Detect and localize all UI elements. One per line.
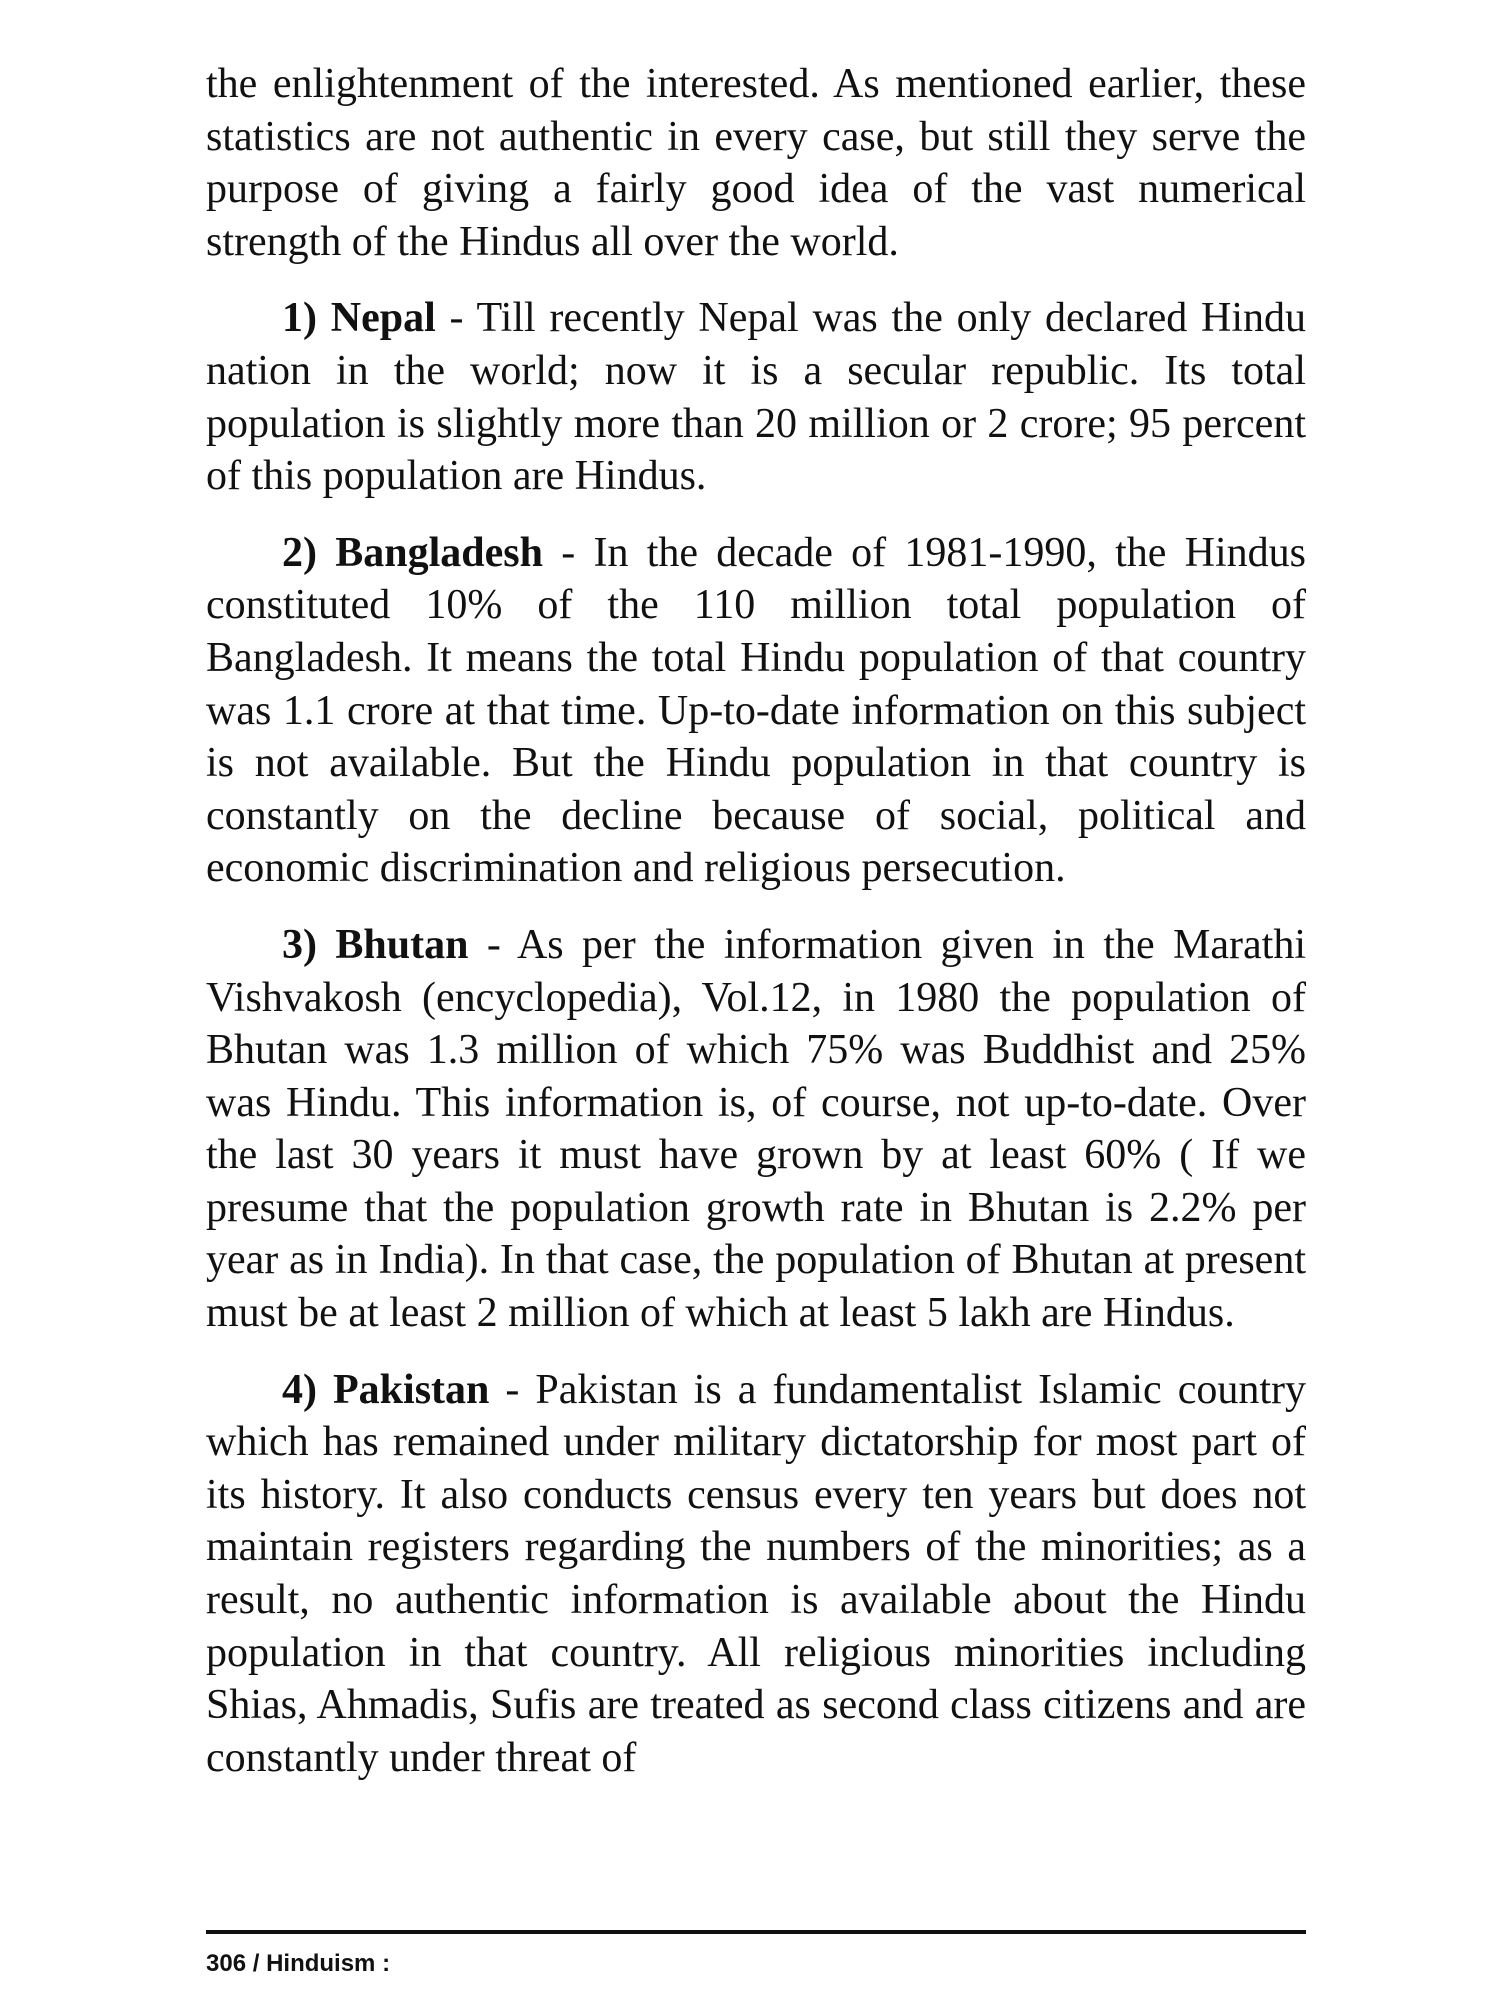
section-text-bangladesh: - In the decade of 1981-1990, the Hindus constituted 10% of the 110 million total population of Bangladesh. It means the total Hindu population of that country was 1.1 crore at that time. Up-to-date information on this subject is not available. But the Hindu population in that country is constantly on the decline because of social, political and economic discrimination and religious persecution. [206,529,1306,892]
section-text-nepal: - Till recently Nepal was the only declared Hindu nation in the world; now it is a secular republic. Its total population is slightly more than 20 million or 2 crore; 95 percent of this population are Hindus. [206,295,1306,500]
page-footer [206,1950,390,1978]
page-number: 306 [206,1950,247,1977]
footer-separator: / [252,1950,260,1977]
page-body [206,58,1306,1784]
section-heading-pakistan: 4) Pakistan [282,1366,490,1413]
section-heading-bangladesh: 2) Bangladesh [282,529,543,576]
section-heading-nepal: 1) Nepal [282,295,436,342]
footer-divider [206,1930,1306,1934]
intro-paragraph: the enlightenment of the interested. As mentioned earlier, these statistics are not authentic in every case, but still they serve the purpose of giving a fairly good idea of the vast numerical strength of the Hindus all over the world. [206,61,1306,265]
section-heading-bhutan: 3) Bhutan [282,921,469,968]
section-bangladesh [206,527,1306,895]
section-text-bhutan: - As per the information given in the Marathi Vishvakosh (encyclopedia), Vol.12, in 1980 the population of Bhutan was 1.3 million of which 75% was Buddhist and 25% was Hindu. This information is, of course, not up-to-date. Over the last 30 years it must have grown by at least 60% ( If we presume that the population growth rate in Bhutan is 2.2% per year as in India). In that case, the population of Bhutan at present must be at least 2 million of which at least 5 lakh are Hindus. [206,921,1306,1337]
section-pakistan [206,1364,1306,1785]
section-nepal [206,292,1306,502]
section-text-pakistan: - Pakistan is a fundamentalist Islamic country which has remained under military dictatorship for most part of its history. It also conducts census every ten years but does not maintain registers regarding the numbers of the minorities; as a result, no authentic information is available about the Hindu population in that country. All religious minorities including Shias, Ahmadis, Sufis are treated as second class citizens and are constantly under threat of [206,1366,1307,1781]
book-title: Hinduism : [266,1950,391,1977]
section-bhutan [206,919,1306,1340]
